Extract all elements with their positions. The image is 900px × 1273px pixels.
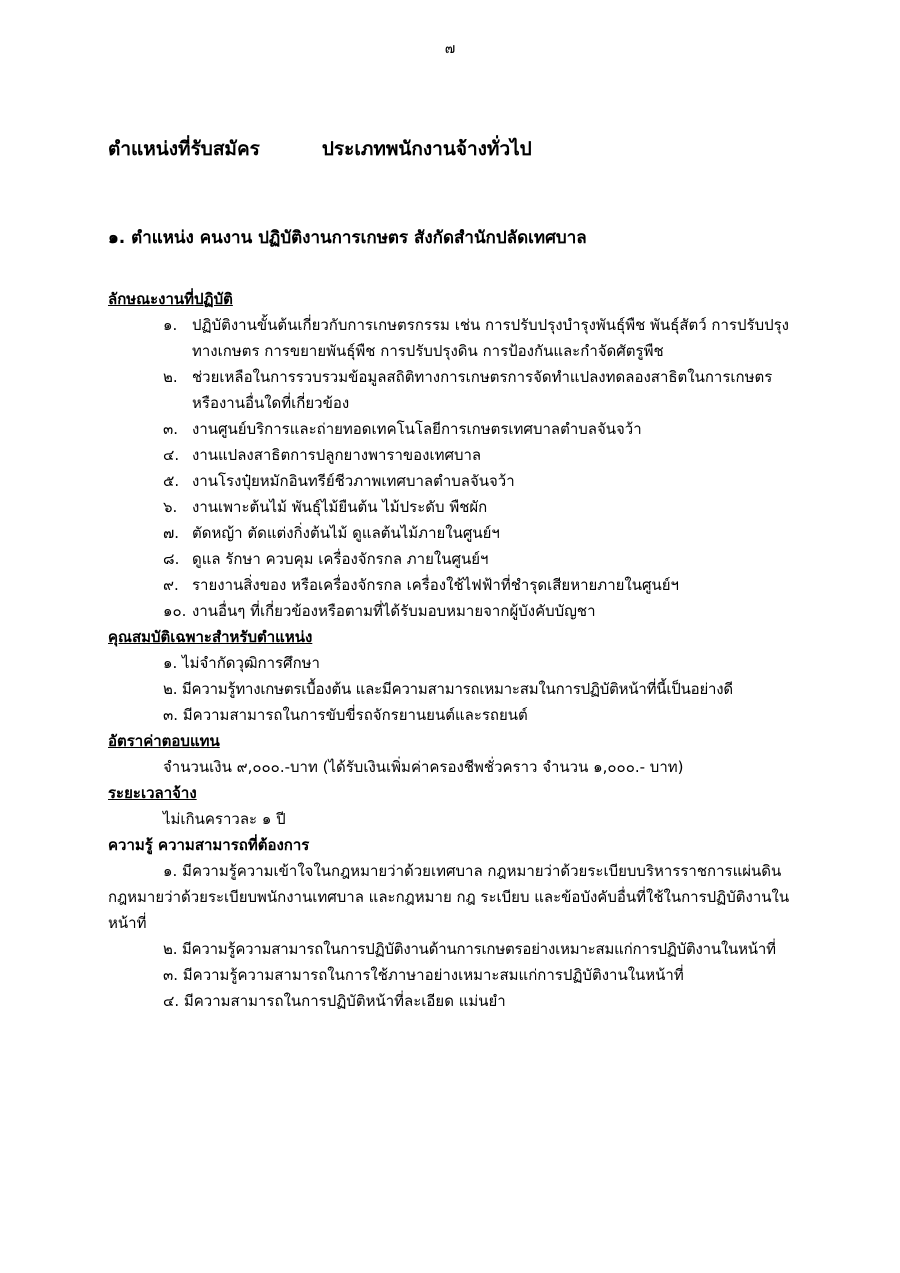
page-number: ๗ bbox=[444, 41, 456, 57]
compensation-heading: อัตราค่าตอบแทน bbox=[108, 732, 220, 750]
knowledge-paragraph: ๑. มีความรู้ความเข้าใจในกฎหมายว่าด้วยเทศบาล กฎหมายว่าด้วยระเบียบบริหารราชการแผ่นดิน กฎหมายว่าด้วยระเบียบพนักงานเทศบาล และกฎหมาย กฎ ระเบียบ และข้อบังคับอื่นที่ใช้ในการปฏิบัติงานในหน้าที่ bbox=[108, 862, 790, 932]
list-item: ๓. มีความสามารถในการขับขี่รถจักรยานยนต์และรถยนต์ bbox=[163, 706, 528, 724]
qualifications-heading: คุณสมบัติเฉพาะสำหรับตำแหน่ง bbox=[108, 628, 313, 646]
term-text: ไม่เกินคราวละ ๑ ปี bbox=[163, 810, 286, 828]
title-category: ประเภทพนักงานจ้างทั่วไป bbox=[321, 138, 532, 160]
list-item: ๕. งานโรงปุ๋ยหมักอินทรีย์ชีวภาพเทศบาลตำบลจันจว้า bbox=[163, 472, 515, 490]
compensation-text: จำนวนเงิน ๙,๐๐๐.-บาท (ได้รับเงินเพิ่มค่าครองชีพชั่วคราว จำนวน ๑,๐๐๐.- บาท) bbox=[163, 758, 684, 776]
term-heading: ระยะเวลาจ้าง bbox=[108, 784, 197, 802]
list-item: ๒. มีความรู้ความสามารถในการปฏิบัติงานด้านการเกษตรอย่างเหมาะสมแก่การปฏิบัติงานในหน้าที่ bbox=[163, 940, 776, 958]
list-item: ๔. งานแปลงสาธิตการปลูกยางพาราของเทศบาล bbox=[163, 446, 482, 464]
duties-heading: ลักษณะงานที่ปฏิบัติ bbox=[108, 290, 233, 308]
list-item: ๘. ดูแล รักษา ควบคุม เครื่องจักรกล ภายในศูนย์ฯ bbox=[163, 550, 489, 568]
list-item: ๙. รายงานสิ่งของ หรือเครื่องจักรกล เครื่องใช้ไฟฟ้าที่ชำรุดเสียหายภายในศูนย์ฯ bbox=[163, 576, 679, 594]
list-item: ๒. ช่วยเหลือในการรวบรวมข้อมูลสถิติทางการเกษตรการจัดทำแปลงทดลองสาธิตในการเกษตร หรืองานอื่นใดที่เกี่ยวข้อง bbox=[163, 368, 773, 412]
list-item: ๖. งานเพาะต้นไม้ พันธุ์ไม้ยืนต้น ไม้ประดับ พืชผัก bbox=[163, 498, 488, 516]
list-item: ๑. ไม่จำกัดวุฒิการศึกษา bbox=[163, 654, 320, 672]
list-item: ๓. มีความรู้ความสามารถในการใช้ภาษาอย่างเหมาะสมแก่การปฏิบัติงานในหน้าที่ bbox=[163, 966, 684, 984]
document-body bbox=[108, 286, 798, 1014]
list-item: ๒. มีความรู้ทางเกษตรเบื้องต้น และมีความสามารถเหมาะสมในการปฏิบัติหน้าที่นี้เป็นอย่างดี bbox=[163, 680, 733, 698]
position-heading: ๑. ตำแหน่ง คนงาน ปฏิบัติงานการเกษตร สังกัดสำนักปลัดเทศบาล bbox=[108, 228, 587, 248]
list-item: ๔. มีความสามารถในการปฏิบัติหน้าที่ละเอียด แม่นยำ bbox=[163, 992, 506, 1010]
section-title bbox=[108, 134, 532, 164]
list-item: ๗. ตัดหญ้า ตัดแต่งกิ่งต้นไม้ ดูแลต้นไม้ภายในศูนย์ฯ bbox=[163, 524, 500, 542]
knowledge-heading: ความรู้ ความสามารถที่ต้องการ bbox=[108, 836, 310, 854]
list-item: ๑๐. งานอื่นๆ ที่เกี่ยวข้องหรือตามที่ได้รับมอบหมายจากผู้บังคับบัญชา bbox=[163, 602, 596, 620]
duties-list bbox=[108, 312, 798, 624]
list-item: ๓. งานศูนย์บริการและถ่ายทอดเทคโนโลยีการเกษตรเทศบาลตำบลจันจว้า bbox=[163, 420, 642, 438]
list-item: ๑. ปฏิบัติงานขั้นต้นเกี่ยวกับการเกษตรกรรม เช่น การปรับปรุงบำรุงพันธุ์พืช พันธุ์สัตว์ การปรับปรุงทางเกษตร การขยายพันธุ์พืช การปรับปรุงดิน การป้องกันและกำจัดศัตรูพืช bbox=[163, 316, 789, 360]
title-label: ตำแหน่งที่รับสมัคร bbox=[108, 138, 260, 160]
